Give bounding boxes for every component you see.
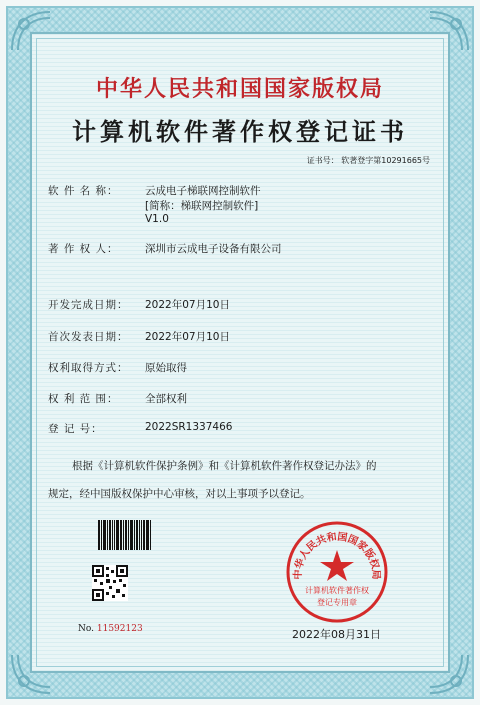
field-value: 云成电子梯联网控制软件 bbox=[145, 185, 261, 197]
corner-ornament-icon bbox=[8, 651, 54, 697]
field-label: 开发完成日期： bbox=[48, 299, 129, 311]
field-value: 2022SR1337466 bbox=[145, 421, 233, 433]
field-value: 深圳市云成电子设备有限公司 bbox=[145, 243, 282, 255]
statement-line-1: 根据《计算机软件保护条例》和《计算机软件著作权登记办法》的 bbox=[72, 460, 377, 472]
serial-prefix: No. bbox=[78, 624, 94, 634]
field-label: 首次发表日期： bbox=[48, 331, 129, 343]
certificate-title: 计算机软件著作权登记证书 bbox=[72, 117, 408, 146]
field-label: 著 作 权 人： bbox=[48, 243, 119, 255]
seal-text-line-1: 计算机软件著作权 bbox=[305, 586, 369, 595]
field-value: 2022年07月10日 bbox=[145, 331, 230, 343]
field-value: 2022年07月10日 bbox=[145, 299, 230, 311]
barcode-icon bbox=[98, 520, 152, 550]
certificate-number-label: 证书号： bbox=[306, 156, 339, 165]
software-short-name: [简称：梯联网控制软件] bbox=[145, 200, 259, 212]
official-seal-icon bbox=[285, 520, 389, 624]
field-value: 全部权利 bbox=[145, 393, 187, 405]
corner-ornament-icon bbox=[8, 8, 54, 54]
field-label: 权 利 范 围： bbox=[48, 393, 119, 405]
corner-ornament-icon bbox=[426, 651, 472, 697]
issue-date: 2022年08月31日 bbox=[292, 628, 381, 641]
certificate-number-value: 软著登字第10291665号 bbox=[341, 156, 430, 165]
field-value: 原始取得 bbox=[145, 362, 187, 374]
statement-line-2: 规定，经中国版权保护中心审核，对以上事项予以登记。 bbox=[48, 488, 311, 500]
issuer-title: 中华人民共和国国家版权局 bbox=[95, 76, 384, 102]
field-label: 软 件 名 称： bbox=[48, 185, 119, 197]
serial-value: 11592123 bbox=[96, 624, 143, 634]
software-version: V1.0 bbox=[145, 213, 169, 225]
serial-number bbox=[78, 624, 143, 634]
certificate-number bbox=[307, 155, 430, 166]
corner-ornament-icon bbox=[426, 8, 472, 54]
field-label: 权利取得方式： bbox=[48, 362, 129, 374]
svg-text:中华人民共和国国家版权局: 中华人民共和国国家版权局 bbox=[292, 531, 382, 580]
seal-text-line-2: 登记专用章 bbox=[317, 598, 357, 607]
field-label: 登 记 号： bbox=[48, 423, 103, 435]
